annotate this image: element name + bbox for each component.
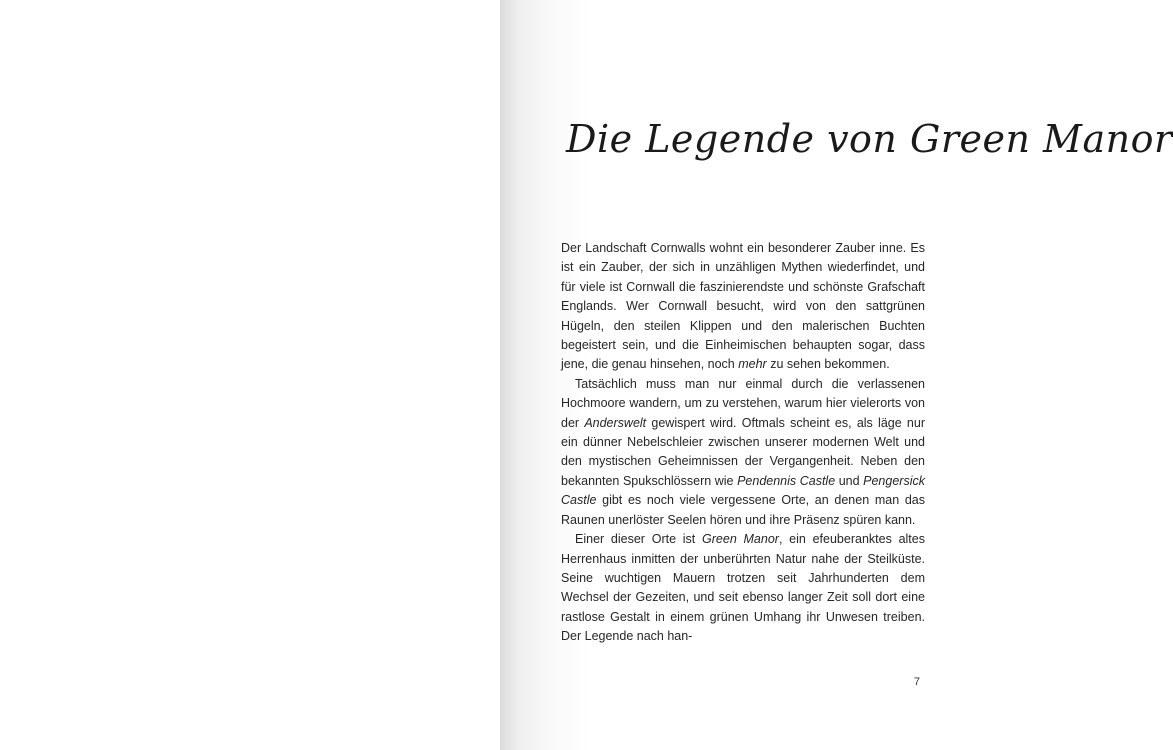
paragraph (561, 239, 925, 375)
text-run: gewispert wird. Oftmals scheint es, als läge nur ein dünner Nebelschleier zwischen unserer modernen Welt und den mystischen Geheimnissen der Vergangenheit. Neben den bekannten Spukschlössern wie (561, 415, 925, 488)
page-number: 7 (913, 676, 920, 688)
text-run: Einer dieser Orte ist (575, 532, 703, 547)
left-page-blank (0, 0, 500, 750)
text-run: Tatsächlich muss man nur einmal durch die verlassenen Hochmoore wandern, um zu verstehen, warum hier vielerorts von der (561, 376, 925, 430)
text-run: gibt es noch viele vergessene Orte, an denen man das Raunen unerlöster Seelen hören und ihre Präsenz spüren kann. (561, 493, 925, 527)
paragraph (561, 375, 925, 530)
italic-text: Green Manor (702, 532, 779, 547)
italic-text: mehr (738, 357, 767, 372)
italic-text: Pendennis Castle (737, 473, 836, 488)
chapter-title: Die Legende von Green Manor (566, 117, 1173, 161)
text-run: , ein efeuberanktes altes Herrenhaus inmitten der unberührten Natur nahe der Steilküste. Seine wuchtigen Mauern trotzen seit Jahrhunderten dem Wechsel der Gezeiten, und seit ebenso langer Zeit soll dort eine rastlose Gestalt in einem grünen Umhang ihr Unwesen treiben. Der Legende nach han- (561, 532, 925, 644)
text-run: zu sehen bekommen. (766, 357, 890, 372)
italic-text: Anderswelt (584, 415, 647, 430)
italic-text: Pengersick Castle (561, 473, 925, 508)
paragraph (561, 530, 925, 646)
chapter-body (561, 239, 925, 647)
text-run: und (835, 473, 864, 488)
text-run: Der Landschaft Cornwalls wohnt ein besonderer Zauber inne. Es ist ein Zauber, der sich in unzähligen Mythen wiederfindet, und für viele ist Cornwall die faszinierendste und schönste Grafschaft Englands. Wer Cornwall besucht, wird von den sattgrünen Hügeln, den steilen Klippen und den malerischen Buchten begeistert sein, und die Einheimischen behaupten sogar, dass jene, die genau hinsehen, noch (561, 241, 925, 372)
